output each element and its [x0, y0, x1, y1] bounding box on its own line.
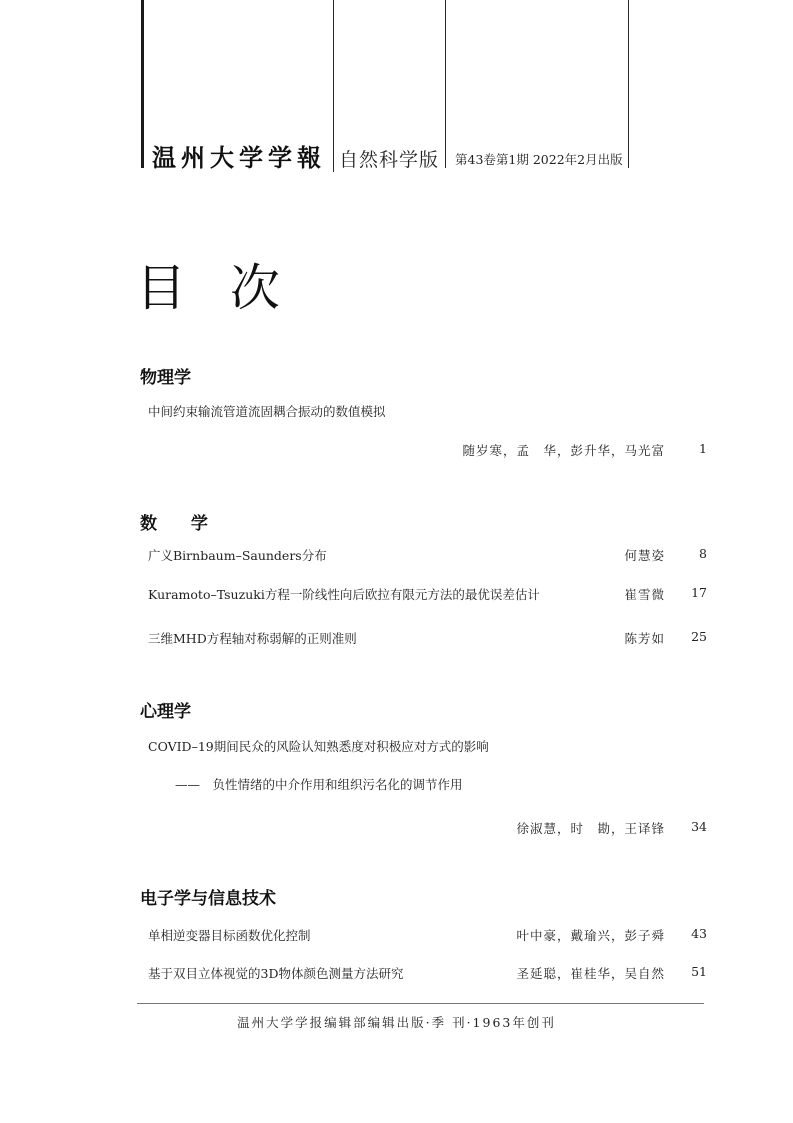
- article-page: 1: [699, 441, 707, 456]
- article-page: 34: [691, 819, 707, 834]
- article-title[interactable]: 广义Birnbaum–Saunders分布: [148, 548, 327, 563]
- article-title[interactable]: 三维MHD方程轴对称弱解的正则准则: [148, 631, 357, 646]
- footer-publisher-note: 温州大学学报编辑部编辑出版·季 刊·1963年创刊: [237, 1015, 556, 1030]
- masthead-rule-3: [445, 0, 446, 168]
- article-page: 25: [691, 629, 707, 644]
- masthead-rule-4: [628, 0, 629, 168]
- article-page: 8: [699, 546, 707, 561]
- article-authors: 崔雪微: [624, 587, 665, 602]
- article-title[interactable]: COVID–19期间民众的风险认知熟悉度对积极应对方式的影响: [148, 739, 489, 754]
- journal-title: 温州大学学報: [152, 143, 326, 172]
- section-title-math: 数 学: [140, 514, 222, 534]
- section-title-physics: 物理学: [140, 368, 191, 388]
- article-title[interactable]: 中间约束输流管道流固耦合振动的数值模拟: [148, 404, 386, 419]
- footer-divider: [137, 1003, 704, 1004]
- article-title[interactable]: Kuramoto–Tsuzuki方程一阶线性向后欧拉有限元方法的最优误差估计: [148, 587, 540, 602]
- article-page: 51: [691, 964, 707, 979]
- masthead-rule-1: [141, 0, 144, 168]
- article-authors: 圣延聪，崔桂华，吴自然: [516, 966, 665, 981]
- article-authors: 陈芳如: [624, 631, 665, 646]
- article-authors: 叶中豪，戴瑜兴，彭子舜: [516, 928, 665, 943]
- article-authors: 随岁寒，孟 华，彭升华，马光富: [462, 443, 665, 458]
- article-page: 43: [691, 926, 707, 941]
- article-subtitle: —— 负性情绪的中介作用和组织污名化的调节作用: [175, 777, 463, 792]
- issue-info: 第43卷第1期 2022年2月出版: [455, 152, 623, 167]
- article-title[interactable]: 单相逆变器目标函数优化控制: [148, 928, 311, 943]
- article-authors: 徐淑慧，时 勘，王译锋: [516, 821, 665, 836]
- section-title-electronics: 电子学与信息技术: [140, 889, 276, 909]
- article-page: 17: [691, 585, 707, 600]
- article-authors: 何慧姿: [624, 548, 665, 563]
- journal-edition: 自然科学版: [339, 149, 440, 171]
- contents-title: 目 次: [136, 259, 294, 317]
- section-title-psychology: 心理学: [140, 702, 191, 722]
- article-title[interactable]: 基于双目立体视觉的3D物体颜色测量方法研究: [148, 966, 404, 981]
- masthead-rule-2: [333, 0, 334, 172]
